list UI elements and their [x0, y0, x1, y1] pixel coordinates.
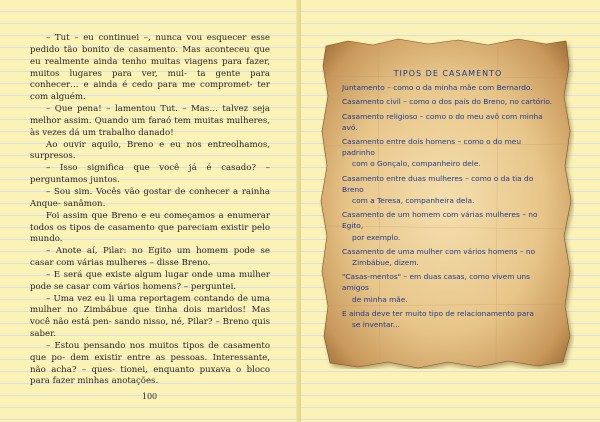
note-entry [342, 308, 554, 330]
text-line: – Isso significa que você já é casado? – perguntamos juntos. [30, 163, 270, 186]
note-line: se inventar... [352, 320, 400, 330]
text-line: – Que pena! – lamentou Tut. – Mas… talvez seja melhor [30, 104, 270, 126]
note-line: E ainda deve ter muito tipo de relacionamento para [342, 308, 534, 318]
page-number: 100 [141, 392, 158, 401]
note-line: "Casas-mentos" – em duas casas, como vivem uns amigos [342, 272, 530, 293]
text-line: sanâmon. [63, 198, 106, 209]
paragraph [30, 163, 270, 187]
note-line: Casamento civil – como o dos pais do Breno, no cartório. [342, 97, 553, 107]
text-line: – Anote aí, Pilar: no Egito um homem pode se casar com [30, 246, 270, 269]
note-line: de minha mãe. [352, 294, 408, 304]
text-line: tionei, enquanto puxava o bloco para fazer minhas anotações. [30, 364, 270, 387]
note-entry [342, 136, 554, 170]
note-line: Zimbábue, dizem. [352, 258, 419, 268]
paragraph [30, 270, 270, 294]
text-line: – Sou sim. Vocês vão gostar de conhecer a rainha Anque- [30, 186, 270, 209]
paragraph [30, 187, 270, 211]
note-entry [342, 246, 554, 268]
text-line: tipos de casamento que pareciam existir pelo mundo. [30, 222, 271, 245]
text-line: ta gente para conhecer… e ainda é cedo para me compromet- [30, 68, 270, 91]
paragraph [30, 246, 270, 270]
note-entry [342, 111, 554, 133]
paragraph [30, 140, 270, 164]
text-line: um trabalho danado! [82, 127, 174, 138]
note-title: TIPOS DE CASAMENTO [393, 69, 503, 78]
note-line: com o Gonçalo, companheiro dele. [352, 159, 481, 169]
note-line: Casamento de um homem com várias mulheres – no Egito, [342, 210, 538, 231]
text-line: no Zimbábue que tinha dois maridos! Mas você não está pen- [30, 305, 270, 328]
note-entry [342, 209, 554, 243]
text-line: bonito de casamento. Mas aconteceu que eu realmente ainda [30, 44, 271, 67]
note-line: Casamento religioso – como o do meu avô com minha avó. [342, 111, 543, 132]
text-line: – E será que existe algum lugar onde uma mulher pode se [30, 269, 270, 292]
body-text [30, 33, 270, 388]
note-content [342, 68, 554, 333]
parchment-note [318, 36, 574, 369]
paragraph [30, 211, 270, 247]
text-line: – Uma vez eu li uma reportagem contando de uma mulher [30, 293, 270, 316]
note-entry [342, 96, 554, 107]
paragraph [30, 341, 270, 388]
text-line: – Estou pensando nos muitos tipos de casamento que po- [30, 340, 270, 363]
note-line: Casamento entre dois homens – como o do meu padrinho [342, 137, 522, 158]
text-line: dem existir entre as pessoas. Interessante, não acha? – ques- [30, 352, 271, 375]
note-entry [342, 271, 554, 305]
text-line: ter com alguém. [30, 80, 270, 103]
note-line: Casamento de uma mulher com vários homens – no [342, 246, 536, 256]
note-line: por exemplo. [352, 232, 401, 242]
text-line: tenho muitas viagens para fazer, muitos lugares para ver, mui- [30, 56, 271, 79]
note-line: Juntamento – como o da minha mãe com Bernardo. [342, 83, 533, 93]
text-line: casar com vários homens? – perguntei. [66, 281, 237, 292]
note-entry [342, 82, 554, 93]
text-line: assim. Quando um faraó tem muitas mulheres, às vezes dá [30, 115, 270, 138]
note-line: com a Teresa, companheira dela. [352, 196, 475, 206]
text-line: – Tut – eu continuei –, nunca vou esquecer esse pedido tão [30, 33, 270, 55]
paragraph [30, 104, 270, 140]
left-page [0, 0, 299, 422]
note-entry [342, 173, 554, 207]
text-line: Foi assim que Breno e eu começamos a enumerar todos os [30, 210, 270, 233]
paragraph [30, 33, 270, 104]
note-line: Casamento entre duas mulheres – como o da tia do Breno [342, 173, 534, 194]
text-line: sando nisso, né, Pilar? – Breno quis saber. [30, 317, 270, 340]
text-line: várias mulheres – disse Breno. [77, 258, 211, 269]
text-line: Ao ouvir aquilo, Breno e eu nos entreolhamos, surpresos. [30, 139, 270, 162]
paragraph [30, 294, 270, 341]
